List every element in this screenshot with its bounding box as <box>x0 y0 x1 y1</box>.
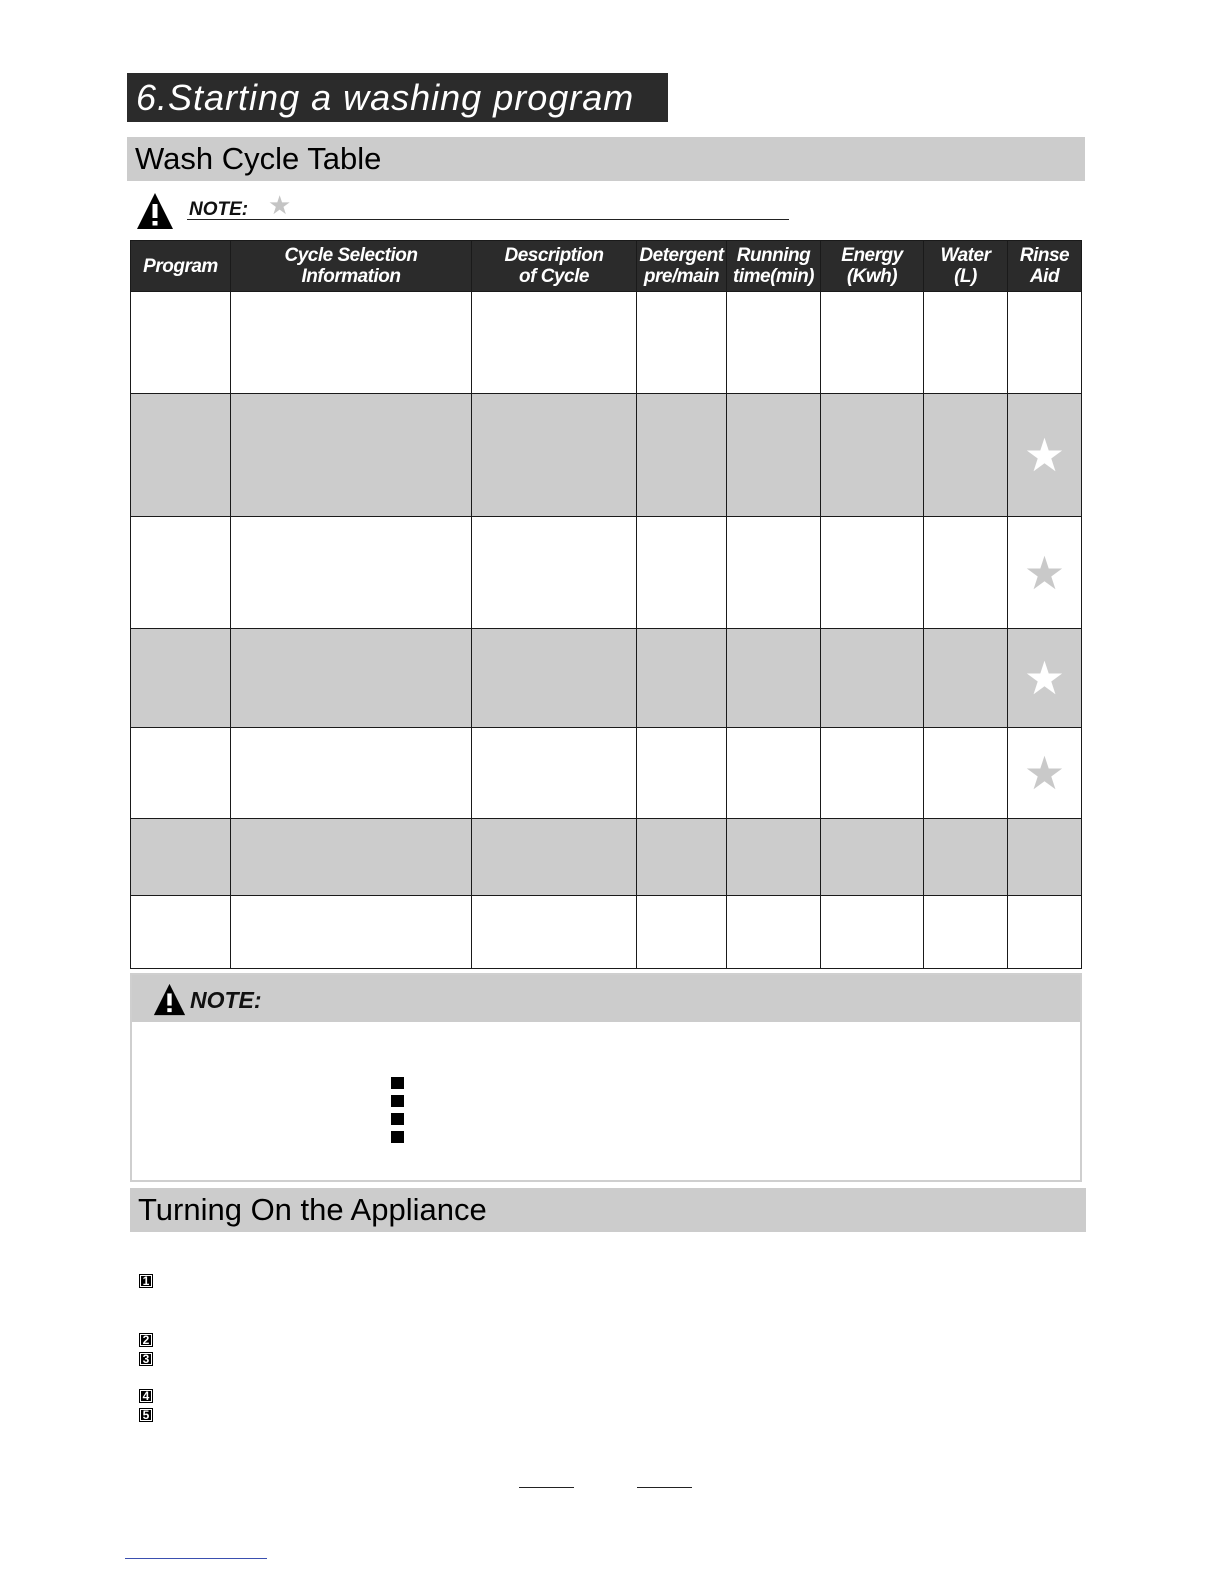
header-program: Program <box>131 241 231 292</box>
table-row <box>131 517 1082 629</box>
header-cycle-selection: Cycle Selection Information <box>231 241 472 292</box>
rinse-aid-star-icon: ★ <box>1008 728 1082 819</box>
table-row <box>131 394 1082 517</box>
step-number-4: 4 <box>139 1389 153 1403</box>
footer-underline-right <box>637 1487 692 1488</box>
header-detergent: Detergent pre/main <box>637 241 727 292</box>
top-note-label: NOTE: <box>189 199 249 220</box>
wash-cycle-table-heading: Wash Cycle Table <box>127 137 1085 181</box>
table-row <box>131 896 1082 969</box>
footer-underline-left <box>519 1487 574 1488</box>
bullet-square-icon <box>391 1131 404 1143</box>
footer-link-underline <box>125 1558 267 1559</box>
warning-triangle-icon <box>136 192 174 230</box>
rinse-aid-star-icon: ★ <box>1008 394 1082 517</box>
rinse-aid-star-icon: ★ <box>1008 517 1082 629</box>
bullet-square-icon <box>391 1077 404 1089</box>
bottom-note-label: NOTE: <box>190 987 262 1013</box>
header-running-time: Running time(min) <box>727 241 821 292</box>
wash-cycle-table <box>130 240 1082 969</box>
header-water: Water (L) <box>924 241 1008 292</box>
bottom-note-box <box>130 973 1082 1182</box>
section-title: 6.Starting a washing program <box>127 73 668 122</box>
turning-on-heading: Turning On the Appliance <box>130 1188 1086 1232</box>
warning-triangle-icon <box>153 983 186 1016</box>
step-number-5: 5 <box>139 1408 153 1422</box>
step-number-2: 2 <box>139 1333 153 1347</box>
table-row <box>131 292 1082 394</box>
rinse-aid-cell <box>1008 292 1082 394</box>
top-note-underline <box>187 219 789 220</box>
bullet-square-icon <box>391 1113 404 1125</box>
table-header-row <box>131 241 1082 292</box>
rinse-aid-cell <box>1008 819 1082 896</box>
table-row <box>131 728 1082 819</box>
header-rinse-aid: Rinse Aid <box>1008 241 1082 292</box>
step-number-3: 3 <box>139 1352 153 1366</box>
rinse-aid-star-icon: ★ <box>1008 629 1082 728</box>
rinse-aid-cell <box>1008 896 1082 969</box>
header-description: Description of Cycle <box>472 241 637 292</box>
star-icon: ★ <box>268 190 292 220</box>
table-row <box>131 819 1082 896</box>
table-row <box>131 629 1082 728</box>
bottom-note-header <box>132 975 1080 1022</box>
bullet-square-icon <box>391 1095 404 1107</box>
header-energy: Energy (Kwh) <box>821 241 924 292</box>
step-number-1: 1 <box>139 1274 153 1288</box>
